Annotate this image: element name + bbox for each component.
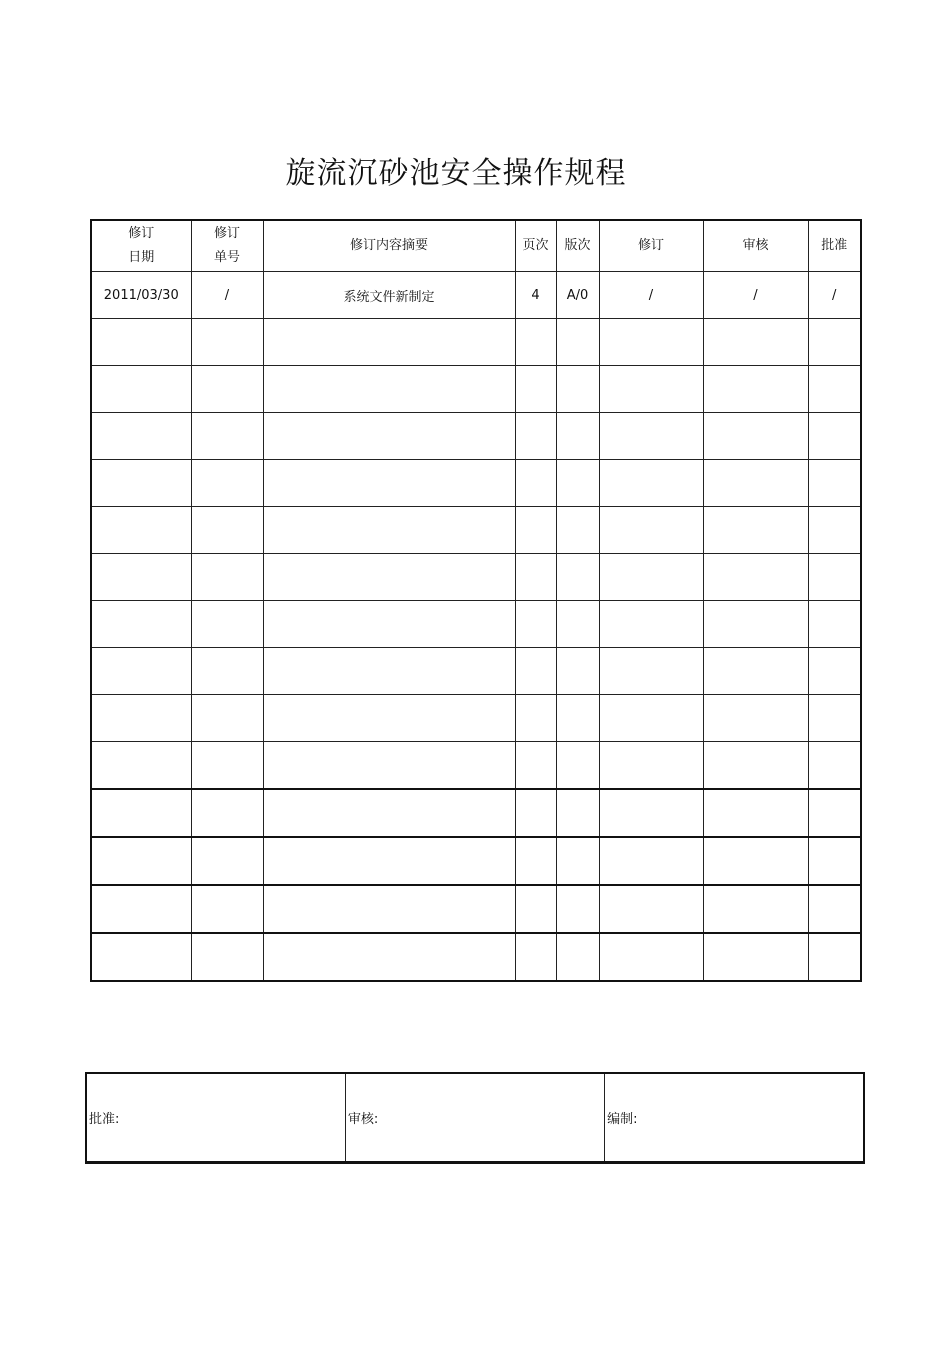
cell-summary[interactable] (263, 742, 515, 790)
cell-number[interactable] (191, 933, 263, 981)
cell-date[interactable] (91, 648, 191, 695)
cell-version[interactable] (556, 507, 599, 554)
cell-reviewed-by[interactable] (703, 601, 808, 648)
cell-page[interactable] (515, 648, 556, 695)
prepare-label: 编制: (607, 1112, 638, 1127)
cell-approved-by[interactable] (808, 366, 861, 413)
cell-page[interactable] (515, 413, 556, 460)
signature-table (85, 1072, 865, 1164)
cell-date[interactable] (91, 789, 191, 837)
cell-reviewed-by[interactable] (703, 319, 808, 366)
cell-reviewed-by[interactable] (703, 366, 808, 413)
table-row (91, 695, 861, 742)
cell-reviewed-by[interactable] (703, 695, 808, 742)
cell-version[interactable] (556, 601, 599, 648)
cell-version[interactable] (556, 742, 599, 790)
cell-number[interactable] (191, 507, 263, 554)
cell-number[interactable] (191, 554, 263, 601)
cell-reviewed-by[interactable] (703, 648, 808, 695)
cell-reviewed-by[interactable] (703, 933, 808, 981)
cell-page[interactable] (515, 507, 556, 554)
cell-version[interactable] (556, 933, 599, 981)
table-row (91, 933, 861, 981)
cell-number[interactable] (191, 413, 263, 460)
header-page: 页次 (515, 220, 556, 272)
cell-reviewed-by[interactable] (703, 507, 808, 554)
table-row (91, 648, 861, 695)
review-signature-cell[interactable] (345, 1073, 604, 1163)
cell-page[interactable]: 4 (515, 272, 556, 319)
cell-revised-by[interactable] (599, 742, 703, 790)
cell-approved-by[interactable] (808, 837, 861, 885)
cell-page[interactable] (515, 837, 556, 885)
cell-date[interactable] (91, 601, 191, 648)
cell-reviewed-by[interactable] (703, 789, 808, 837)
cell-summary[interactable] (263, 837, 515, 885)
cell-page[interactable] (515, 933, 556, 981)
cell-approved-by[interactable] (808, 319, 861, 366)
cell-summary[interactable] (263, 601, 515, 648)
cell-version[interactable]: A/0 (556, 272, 599, 319)
cell-version[interactable] (556, 413, 599, 460)
cell-version[interactable] (556, 837, 599, 885)
prepare-signature-cell[interactable] (605, 1073, 864, 1163)
cell-revised-by[interactable] (599, 319, 703, 366)
table-row (91, 837, 861, 885)
cell-page[interactable] (515, 742, 556, 790)
cell-number[interactable] (191, 742, 263, 790)
cell-version[interactable] (556, 319, 599, 366)
cell-approved-by[interactable] (808, 601, 861, 648)
cell-approved-by[interactable] (808, 885, 861, 933)
cell-revised-by[interactable] (599, 933, 703, 981)
revision-table (90, 219, 862, 982)
cell-version[interactable] (556, 789, 599, 837)
cell-summary[interactable] (263, 933, 515, 981)
cell-number[interactable] (191, 319, 263, 366)
approve-signature-cell[interactable] (86, 1073, 345, 1163)
table-row (91, 460, 861, 507)
cell-summary[interactable] (263, 554, 515, 601)
cell-summary[interactable] (263, 648, 515, 695)
cell-date[interactable] (91, 413, 191, 460)
cell-reviewed-by[interactable] (703, 413, 808, 460)
cell-revised-by[interactable] (599, 837, 703, 885)
table-row (91, 272, 861, 319)
cell-revised-by[interactable]: / (599, 272, 703, 319)
revision-header-row (91, 220, 861, 272)
cell-approved-by[interactable] (808, 789, 861, 837)
cell-version[interactable] (556, 460, 599, 507)
cell-date[interactable]: 2011/03/30 (91, 272, 191, 319)
cell-number[interactable] (191, 601, 263, 648)
cell-page[interactable] (515, 789, 556, 837)
header-revision-summary: 修订内容摘要 (263, 220, 515, 272)
cell-reviewed-by[interactable] (703, 742, 808, 790)
table-row (91, 742, 861, 790)
cell-date[interactable] (91, 319, 191, 366)
cell-date[interactable] (91, 460, 191, 507)
cell-page[interactable] (515, 319, 556, 366)
cell-summary[interactable] (263, 460, 515, 507)
cell-summary[interactable] (263, 413, 515, 460)
cell-date[interactable] (91, 742, 191, 790)
cell-number[interactable]: / (191, 272, 263, 319)
cell-summary[interactable]: 系统文件新制定 (263, 272, 515, 319)
table-row (91, 554, 861, 601)
cell-version[interactable] (556, 366, 599, 413)
cell-revised-by[interactable] (599, 460, 703, 507)
cell-date[interactable] (91, 554, 191, 601)
cell-reviewed-by[interactable] (703, 885, 808, 933)
cell-version[interactable] (556, 885, 599, 933)
cell-reviewed-by[interactable]: / (703, 272, 808, 319)
cell-date[interactable] (91, 837, 191, 885)
cell-page[interactable] (515, 366, 556, 413)
header-reviewed-by: 审核 (703, 220, 808, 272)
cell-number[interactable] (191, 885, 263, 933)
document-title: 旋流沉砂池安全操作规程 (285, 156, 627, 191)
cell-revised-by[interactable] (599, 648, 703, 695)
cell-number[interactable] (191, 648, 263, 695)
cell-reviewed-by[interactable] (703, 460, 808, 507)
cell-page[interactable] (515, 601, 556, 648)
cell-version[interactable] (556, 695, 599, 742)
cell-number[interactable] (191, 837, 263, 885)
cell-approved-by[interactable]: / (808, 272, 861, 319)
cell-revised-by[interactable] (599, 413, 703, 460)
approve-label: 批准: (89, 1112, 120, 1127)
cell-date[interactable] (91, 695, 191, 742)
cell-page[interactable] (515, 695, 556, 742)
table-row (91, 885, 861, 933)
cell-date[interactable] (91, 507, 191, 554)
table-row (91, 789, 861, 837)
table-row (91, 319, 861, 366)
review-label: 审核: (347, 1112, 379, 1127)
cell-number[interactable] (191, 366, 263, 413)
cell-date[interactable] (91, 885, 191, 933)
cell-revised-by[interactable] (599, 366, 703, 413)
cell-date[interactable] (91, 366, 191, 413)
cell-date[interactable] (91, 933, 191, 981)
cell-revised-by[interactable] (599, 507, 703, 554)
cell-page[interactable] (515, 460, 556, 507)
cell-revised-by[interactable] (599, 789, 703, 837)
cell-page[interactable] (515, 885, 556, 933)
header-version: 版次 (556, 220, 599, 272)
table-row (91, 507, 861, 554)
cell-approved-by[interactable] (808, 507, 861, 554)
cell-approved-by[interactable] (808, 742, 861, 790)
cell-revised-by[interactable] (599, 885, 703, 933)
cell-version[interactable] (556, 648, 599, 695)
cell-summary[interactable] (263, 507, 515, 554)
cell-revised-by[interactable] (599, 554, 703, 601)
cell-approved-by[interactable] (808, 460, 861, 507)
cell-number[interactable] (191, 789, 263, 837)
cell-revised-by[interactable] (599, 601, 703, 648)
header-revision-date: 修订 日期 (91, 220, 191, 272)
cell-summary[interactable] (263, 885, 515, 933)
table-row (91, 601, 861, 648)
cell-approved-by[interactable] (808, 648, 861, 695)
cell-summary[interactable] (263, 366, 515, 413)
cell-reviewed-by[interactable] (703, 837, 808, 885)
header-revision-number: 修订 单号 (191, 220, 263, 272)
cell-approved-by[interactable] (808, 695, 861, 742)
cell-page[interactable] (515, 554, 556, 601)
revision-table-body (91, 272, 861, 982)
cell-summary[interactable] (263, 695, 515, 742)
cell-number[interactable] (191, 695, 263, 742)
table-row (91, 366, 861, 413)
cell-version[interactable] (556, 554, 599, 601)
cell-approved-by[interactable] (808, 554, 861, 601)
cell-summary[interactable] (263, 319, 515, 366)
header-revised-by: 修订 (599, 220, 703, 272)
cell-reviewed-by[interactable] (703, 554, 808, 601)
table-row (91, 413, 861, 460)
cell-approved-by[interactable] (808, 933, 861, 981)
cell-summary[interactable] (263, 789, 515, 837)
cell-approved-by[interactable] (808, 413, 861, 460)
cell-number[interactable] (191, 460, 263, 507)
cell-revised-by[interactable] (599, 695, 703, 742)
header-approved-by: 批准 (808, 220, 861, 272)
